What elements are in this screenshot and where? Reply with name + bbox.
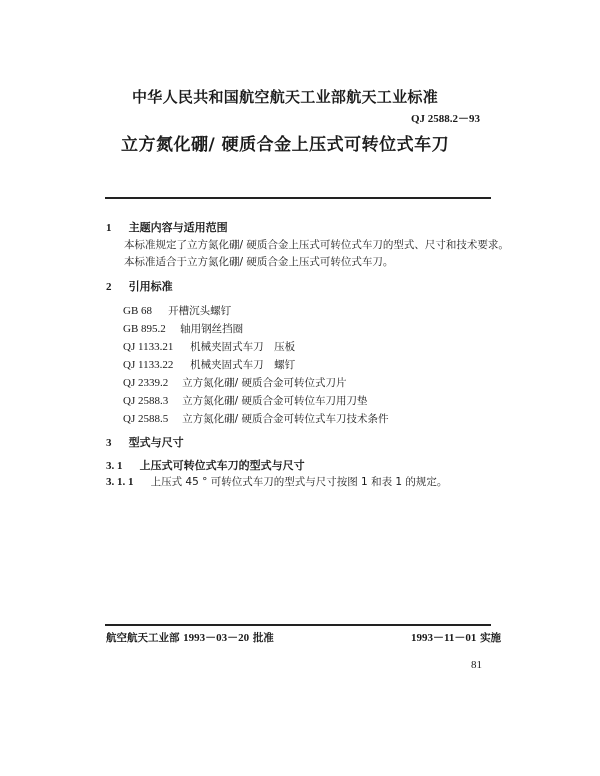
reference-item — [123, 407, 388, 426]
reference-code: QJ 2339.2 — [123, 377, 169, 389]
section-title: 型式与尺寸 — [128, 436, 184, 449]
reference-item — [123, 299, 231, 318]
section-number: 3 — [106, 437, 112, 449]
reference-code: QJ 2588.3 — [123, 395, 169, 407]
reference-code: QJ 1133.21 — [123, 341, 174, 353]
clause-3-1-1 — [106, 470, 447, 489]
section-title: 引用标准 — [128, 280, 173, 293]
top-divider — [105, 197, 491, 199]
reference-name: 立方氮化硼/ 硬质合金可转位式车刀技术条件 — [182, 413, 389, 425]
clause-text: 上压式 45 ° 可转位式车刀的型式与尺寸按图 1 和表 1 的规定。 — [150, 476, 448, 488]
reference-name: 机械夹固式车刀 压板 — [190, 341, 296, 353]
approval-date: 1993－03－20 — [183, 632, 250, 644]
bottom-divider — [105, 624, 491, 626]
subsection-title: 上压式可转位式车刀的型式与尺寸 — [139, 459, 305, 472]
subsection-number: 3. 1 — [106, 460, 123, 472]
standard-number: QJ 2588.2－93 — [411, 113, 481, 125]
reference-name: 立方氮化硼/ 硬质合金可转位车刀用刀垫 — [182, 395, 368, 407]
effective-date: 1993－11－01 — [411, 632, 477, 644]
reference-name: 机械夹固式车刀 螺钉 — [190, 359, 296, 371]
reference-item — [123, 389, 367, 408]
organization-standard-heading: 中华人民共和国航空航天工业部航天工业标准 — [132, 88, 439, 106]
reference-code: GB 895.2 — [123, 323, 166, 335]
section-title: 主题内容与适用范围 — [128, 221, 228, 234]
reference-code: GB 68 — [123, 305, 153, 317]
effective-label: 实施 — [480, 632, 502, 644]
reference-name: 开槽沉头螺钉 — [168, 305, 232, 317]
reference-item — [123, 353, 295, 372]
section-3-heading — [106, 431, 184, 450]
section-2-heading — [106, 275, 173, 294]
page-number: 81 — [471, 659, 482, 671]
reference-code: QJ 1133.22 — [123, 359, 174, 371]
reference-name: 轴用钢丝挡圈 — [180, 323, 244, 335]
section-number: 2 — [106, 281, 112, 293]
approval-line — [106, 629, 274, 645]
clause-number: 3. 1. 1 — [106, 476, 134, 488]
effective-line — [411, 629, 501, 645]
reference-item — [123, 335, 295, 354]
reference-item — [123, 371, 346, 390]
document-title: 立方氮化硼/ 硬质合金上压式可转位式车刀 — [121, 135, 450, 155]
approval-org: 航空航天工业部 — [106, 632, 180, 644]
section-1-heading — [106, 216, 228, 235]
section-number: 1 — [106, 222, 112, 234]
reference-item — [123, 317, 243, 336]
reference-code: QJ 2588.5 — [123, 413, 169, 425]
approval-label: 批准 — [252, 632, 274, 644]
reference-name: 立方氮化硼/ 硬质合金可转位式刀片 — [182, 377, 347, 389]
paragraph: 本标准规定了立方氮化硼/ 硬质合金上压式可转位式车刀的型式、尺寸和技术要求。 — [124, 239, 509, 251]
paragraph: 本标准适合于立方氮化硼/ 硬质合金上压式可转位式车刀。 — [124, 256, 394, 268]
